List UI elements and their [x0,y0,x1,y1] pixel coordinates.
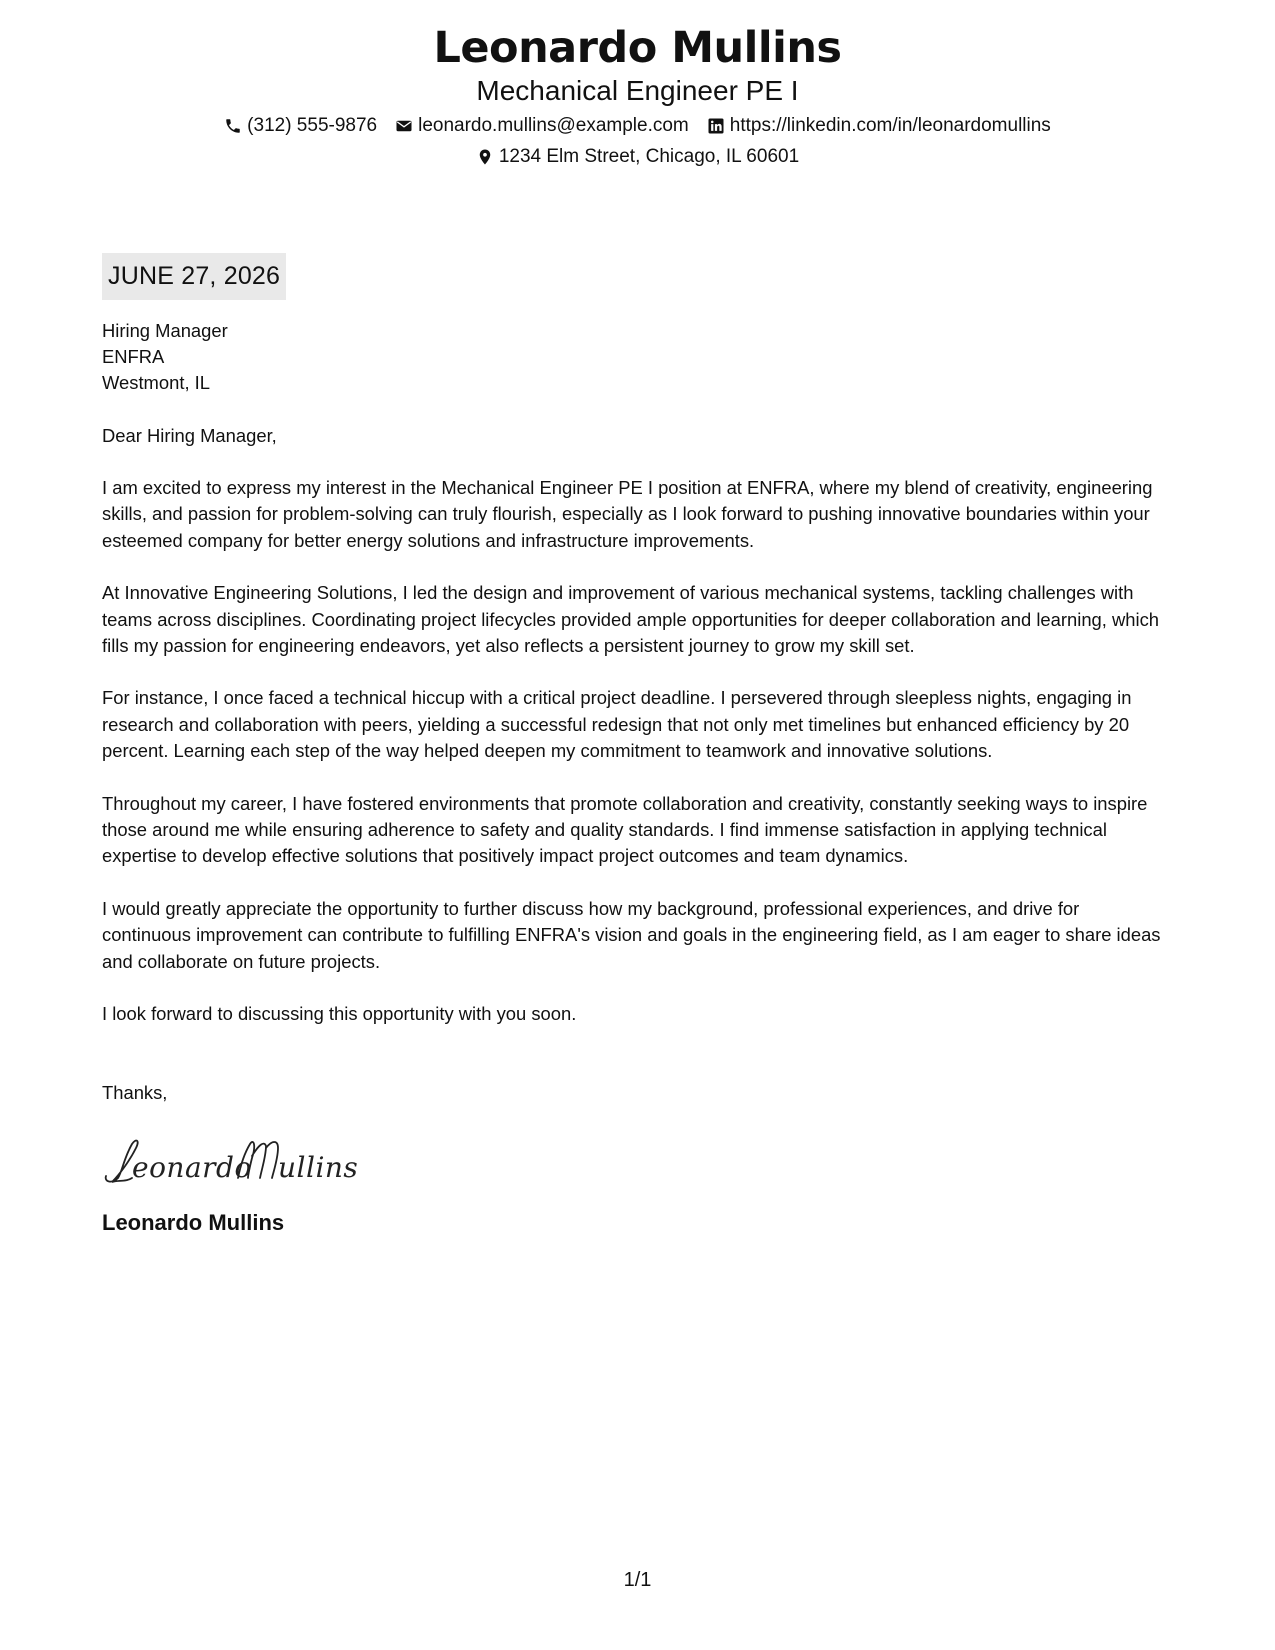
email-contact[interactable] [395,114,689,138]
address-text: 1234 Elm Street, Chicago, IL 60601 [498,146,800,167]
salutation: Dear Hiring Manager, [102,424,277,446]
recipient-location: Westmont, IL [102,372,210,394]
letter-date: JUNE 27, 2026 [102,253,286,300]
email-text[interactable]: leonardo.mullins@example.com [418,115,689,136]
body-paragraph: Throughout my career, I have fostered environments that promote collaboration and creativity, constantly seeking ways to inspire those around me while ensuring adherence to safety and quality standards. I find immense satisfaction in applying technical expertise to develop effective solutions that positively impact project outcomes and team dynamics. [102,792,1148,867]
body-paragraph: For instance, I once faced a technical hiccup with a critical project deadline. I persevered through sleepless nights, engaging in research and collaboration with peers, yielding a successful redesign that not only met timelines but enhanced efficiency by 20 percent. Learning each step of the way helped deepen my commitment to teamwork and innovative solutions. [102,687,1132,762]
body-paragraph: At Innovative Engineering Solutions, I led the design and improvement of various mechanical systems, tackling challenges with teams across disciplines. Coordinating project lifecycles provided ample opportunities for deeper collaboration and learning, which fills my passion for engineering endeavors, yet also reflects a persistent journey to grow my skill set. [102,582,1160,657]
svg-text:ullins: ullins [278,1150,359,1184]
linkedin-text[interactable]: https://linkedin.com/in/leonardomullins [729,115,1051,136]
closing: Thanks, [102,1081,168,1103]
contact-row [0,114,1275,138]
phone-text: (312) 555-9876 [247,115,378,136]
body-paragraph: I am excited to express my interest in the Mechanical Engineer PE I position at ENFRA, where my blend of creativity, engineering skills, and passion for problem-solving can truly flourish, especially as I look forward to pushing innovative boundaries within your esteemed company for better energy solutions and infrastructure improvements. [102,477,1153,551]
address-contact [476,145,799,169]
map-pin-icon [476,148,494,166]
recipient-line: Hiring Manager [102,320,228,341]
signer-name: Leonardo Mullins [102,1209,285,1235]
applicant-title: Mechanical Engineer PE I [476,75,799,106]
linkedin-icon [707,117,725,135]
svg-text:eonardo: eonardo [132,1150,252,1184]
phone-contact [224,114,377,138]
body-paragraph: I would greatly appreciate the opportunity to further discuss how my background, professional experiences, and drive for continuous improvement can contribute to fulfilling ENFRA's vision and goals in the engineering field, as I am eager to share ideas and collaborate on future projects. [102,897,1161,972]
recipient-block [102,318,1172,397]
applicant-name: Leonardo Mullins [433,23,842,73]
recipient-company: ENFRA [102,346,165,368]
envelope-icon [395,117,413,135]
handwritten-signature [102,1132,1172,1192]
letter-body [102,318,1172,1238]
address-row [0,145,1275,169]
page-number: 1/1 [623,1569,652,1591]
phone-icon [224,117,242,135]
letter-header [0,18,1275,169]
body-paragraph: I look forward to discussing this opportunity with you soon. [102,1003,577,1025]
linkedin-contact[interactable] [707,114,1051,138]
